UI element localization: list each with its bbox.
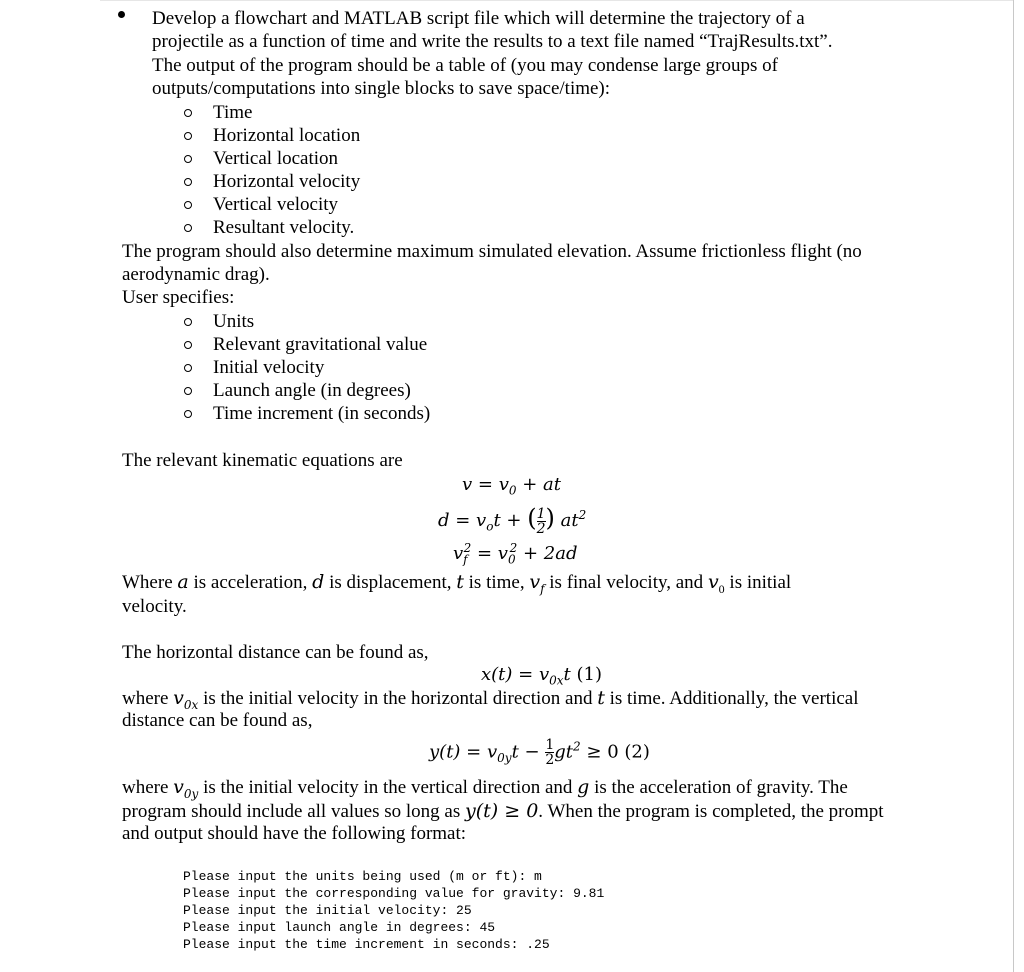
output-item: Vertical location	[213, 148, 339, 169]
circle-bullet-icon	[184, 132, 192, 140]
console-line: Please input the time increment in seconds: .25	[183, 937, 550, 952]
input-item: Launch angle (in degrees)	[213, 380, 411, 401]
vox-definition: where $v_{0x}$ is the initial velocity in the horizontal direction and t is time. Additionally, the vertical	[122, 687, 859, 712]
elevation-line-1: The program should also determine maximum simulated elevation. Assume frictionless flight (no	[122, 241, 862, 262]
top-border	[100, 0, 1013, 1]
definitions-line: Where a is acceleration, d is displacement, t is time, $v_f$ is final velocity, and $v_0$ is initial	[122, 571, 792, 596]
console-line: Please input the corresponding value for gravity: 9.81	[183, 886, 605, 901]
format-line: and output should have the following format:	[122, 823, 467, 844]
circle-bullet-icon	[184, 201, 192, 209]
circle-bullet-icon	[184, 224, 192, 232]
intro-line-1: Develop a flowchart and MATLAB script file which will determine the trajectory of a	[152, 8, 805, 29]
elevation-line-2: aerodynamic drag).	[122, 264, 270, 285]
circle-bullet-icon	[184, 341, 192, 349]
bullet-icon	[118, 11, 125, 18]
circle-bullet-icon	[184, 178, 192, 186]
output-item: Vertical velocity	[213, 194, 339, 215]
circle-bullet-icon	[184, 387, 192, 395]
horizontal-intro: The horizontal distance can be found as,	[122, 642, 429, 663]
kinematic-intro: The relevant kinematic equations are	[122, 450, 403, 471]
input-item: Units	[213, 311, 255, 332]
equation-velocity: $v = v_0$ + at	[462, 474, 562, 498]
circle-bullet-icon	[184, 318, 192, 326]
circle-bullet-icon	[184, 155, 192, 163]
intro-line-2: projectile as a function of time and write the results to a text file named “TrajResults.txt”.	[152, 31, 833, 52]
output-item: Time	[213, 102, 253, 123]
circle-bullet-icon	[184, 109, 192, 117]
equation-horizontal-distance: $x(t) = v_{0x}t$ (1)	[481, 664, 602, 688]
equation-vertical-distance: $y(t) = v_{0y}t - \frac{1}{2}$ $gt^2 \ge 0$ (2)	[429, 737, 650, 768]
equation-final-velocity: $v_f^2 = v_0^2 + 2ad$	[453, 541, 578, 567]
intro-line-3: The output of the program should be a table of (you may condense large groups of	[152, 55, 778, 76]
output-item: Horizontal location	[213, 125, 361, 146]
right-border	[1013, 0, 1014, 972]
input-item: Relevant gravitational value	[213, 334, 428, 355]
definitions-line-2: velocity.	[122, 596, 187, 617]
circle-bullet-icon	[184, 410, 192, 418]
condition-line: program should include all values so long as y(t) ≥ 0. When the program is completed, the prompt	[122, 800, 884, 822]
output-item: Resultant velocity.	[213, 217, 355, 238]
vertical-intro: distance can be found as,	[122, 710, 313, 731]
input-item: Time increment (in seconds)	[213, 403, 431, 424]
intro-line-4: outputs/computations into single blocks to save space/time):	[152, 78, 611, 99]
equation-displacement: $d = v_ot + (\frac{1}{2}$ ) $at^2$	[438, 504, 587, 537]
input-item: Initial velocity	[213, 357, 325, 378]
console-line: Please input the units being used (m or ft): m	[183, 869, 542, 884]
console-line: Please input the initial velocity: 25	[183, 903, 472, 918]
voy-definition: where $v_{0y}$ is the initial velocity in the vertical direction and g is the acceleration of gravity. The	[122, 776, 848, 801]
output-item: Horizontal velocity	[213, 171, 361, 192]
user-specifies-label: User specifies:	[122, 287, 235, 308]
console-line: Please input launch angle in degrees: 45	[183, 920, 496, 935]
circle-bullet-icon	[184, 364, 192, 372]
